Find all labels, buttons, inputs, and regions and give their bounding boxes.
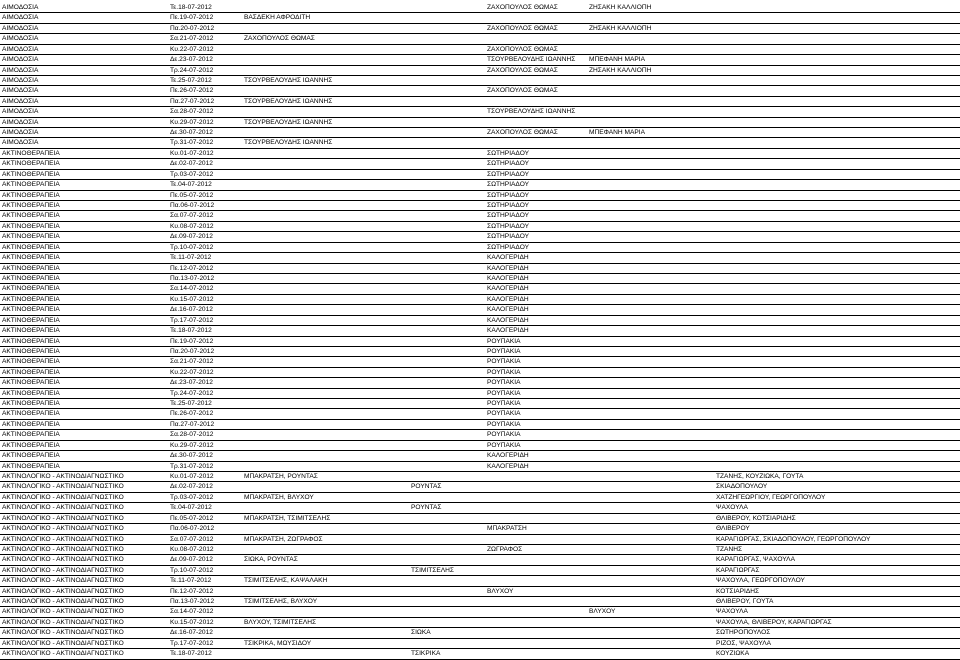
staff-cell-1: ΜΠΑΚΡΑΤΣΗ, ΖΩΓΡΑΦΟΣ [244,535,323,543]
department-cell: ΑΚΤΙΝΟΛΟΓΙΚΟ - ΑΚΤΙΝΟΔΙΑΓΝΩΣΤΙΚΟ [2,525,124,533]
table-row [0,264,960,274]
department-cell: ΑΙΜΟΔΟΣΙΑ [2,118,39,126]
staff-cell-3: ΖΑΧΟΠΟΥΛΟΣ ΘΩΜΑΣ [487,87,558,95]
staff-cell-4: ΒΛΥΧΟΥ [589,608,616,616]
date-cell: Τε.11-07-2012 [170,577,212,585]
staff-cell-1: ΣΙΩΚΑ, ΡΟΥΝΤΑΣ [244,556,298,564]
staff-cell-3: ΒΛΥΧΟΥ [487,587,514,595]
staff-cell-3: ΡΟΥΠΑΚΙΑ [487,368,521,376]
department-cell: ΑΙΜΟΔΟΣΙΑ [2,129,39,137]
staff-cell-3: ΣΩΤΗΡΙΑΔΟΥ [487,202,530,210]
staff-cell-3: ΡΟΥΠΑΚΙΑ [487,420,521,428]
staff-cell-1: ΒΑΣΔΕΚΗ ΑΦΡΟΔΙΤΗ [244,14,311,22]
table-row [0,128,960,138]
department-cell: ΑΚΤΙΝΟΛΟΓΙΚΟ - ΑΚΤΙΝΟΔΙΑΓΝΩΣΤΙΚΟ [2,504,124,512]
staff-cell-3: ΚΑΛΟΓΕΡΙΔΗ [487,274,529,282]
department-cell: ΑΚΤΙΝΟΘΕΡΑΠΕΙΑ [2,191,60,199]
table-row [0,97,960,107]
department-cell: ΑΚΤΙΝΟΘΕΡΑΠΕΙΑ [2,160,60,168]
staff-cell-3: ΣΩΤΗΡΙΑΔΟΥ [487,222,530,230]
staff-cell-1: ΤΣΟΥΡΒΕΛΟΥΔΗΣ ΙΩΑΝΝΗΣ [244,76,333,84]
table-row [0,409,960,419]
table-row [0,243,960,253]
department-cell: ΑΚΤΙΝΟΛΟΓΙΚΟ - ΑΚΤΙΝΟΔΙΑΓΝΩΣΤΙΚΟ [2,629,124,637]
table-row [0,170,960,180]
date-cell: Πα.06-07-2012 [170,525,215,533]
date-cell: Δε.02-07-2012 [170,160,213,168]
date-cell: Πε.05-07-2012 [170,514,214,522]
department-cell: ΑΚΤΙΝΟΘΕΡΑΠΕΙΑ [2,337,60,345]
staff-cell-3: ΖΑΧΟΠΟΥΛΟΣ ΘΩΜΑΣ [487,129,558,137]
staff-cell-1: ΒΛΥΧΟΥ, ΤΣΙΜΙΤΣΕΛΗΣ [244,618,317,626]
table-row [0,305,960,315]
department-cell: ΑΙΜΟΔΟΣΙΑ [2,56,39,64]
department-cell: ΑΙΜΟΔΟΣΙΑ [2,45,39,53]
department-cell: ΑΚΤΙΝΟΛΟΓΙΚΟ - ΑΚΤΙΝΟΔΙΑΓΝΩΣΤΙΚΟ [2,566,124,574]
staff-cell-3: ΣΩΤΗΡΙΑΔΟΥ [487,212,530,220]
department-cell: ΑΚΤΙΝΟΛΟΓΙΚΟ - ΑΚΤΙΝΟΔΙΑΓΝΩΣΤΙΚΟ [2,514,124,522]
date-cell: Κυ.08-07-2012 [170,222,214,230]
date-cell: Τε.25-07-2012 [170,76,212,84]
department-cell: ΑΙΜΟΔΟΣΙΑ [2,87,39,95]
table-row [0,86,960,96]
staff-cell-1: ΜΠΑΚΡΑΤΣΗ, ΒΛΥΧΟΥ [244,493,314,501]
date-cell: Πα.20-07-2012 [170,24,215,32]
date-cell: Πε.19-07-2012 [170,337,214,345]
table-row [0,503,960,513]
staff-cell-5: ΚΑΡΑΓΙΩΡΓΑΣ, ΣΚΙΑΔΟΠΟΥΛΟΥ, ΓΕΩΡΓΟΠΟΥΛΟΥ [716,535,871,543]
department-cell: ΑΚΤΙΝΟΘΕΡΑΠΕΙΑ [2,347,60,355]
table-row [0,378,960,388]
staff-cell-5: ΘΛΙΒΕΡΟΥ, ΚΟΤΣΙΑΡΙΔΗΣ [716,514,796,522]
staff-cell-1: ΤΣΟΥΡΒΕΛΟΥΔΗΣ ΙΩΑΝΝΗΣ [244,118,333,126]
table-row [0,462,960,472]
table-row [0,149,960,159]
date-cell: Πε.26-07-2012 [170,410,214,418]
staff-cell-3: ΚΑΛΟΓΕΡΙΔΗ [487,462,529,470]
department-cell: ΑΙΜΟΔΟΣΙΑ [2,76,39,84]
date-cell: Τρ.03-07-2012 [170,493,214,501]
table-row [0,451,960,461]
department-cell: ΑΚΤΙΝΟΛΟΓΙΚΟ - ΑΚΤΙΝΟΔΙΑΓΝΩΣΤΙΚΟ [2,577,124,585]
table-row [0,55,960,65]
department-cell: ΑΚΤΙΝΟΘΕΡΑΠΕΙΑ [2,254,60,262]
staff-cell-1: ΤΣΙΚΡΙΚΑ, ΜΩΥΣΙΔΟΥ [244,639,312,647]
table-row [0,368,960,378]
date-cell: Τρ.03-07-2012 [170,170,214,178]
staff-cell-2: ΡΟΥΝΤΑΣ [411,483,442,491]
department-cell: ΑΚΤΙΝΟΘΕΡΑΠΕΙΑ [2,452,60,460]
department-cell: ΑΚΤΙΝΟΛΟΓΙΚΟ - ΑΚΤΙΝΟΔΙΑΓΝΩΣΤΙΚΟ [2,483,124,491]
date-cell: Δε.30-07-2012 [170,452,213,460]
date-cell: Σα.28-07-2012 [170,431,214,439]
staff-cell-1: ΜΠΑΚΡΑΤΣΗ, ΤΣΙΜΙΤΣΕΛΗΣ [244,514,331,522]
table-row [0,597,960,607]
date-cell: Δε.23-07-2012 [170,56,213,64]
date-cell: Τε.04-07-2012 [170,504,212,512]
department-cell: ΑΚΤΙΝΟΘΕΡΑΠΕΙΑ [2,462,60,470]
staff-cell-5: ΡΙΖΟΣ, ΨΑΧΟΥΛΑ [716,639,772,647]
table-row [0,535,960,545]
staff-cell-3: ΣΩΤΗΡΙΑΔΟΥ [487,191,530,199]
date-cell: Πα.27-07-2012 [170,97,215,105]
date-cell: Σα.28-07-2012 [170,108,214,116]
department-cell: ΑΚΤΙΝΟΘΕΡΑΠΕΙΑ [2,327,60,335]
staff-cell-3: ΣΩΤΗΡΙΑΔΟΥ [487,160,530,168]
department-cell: ΑΚΤΙΝΟΘΕΡΑΠΕΙΑ [2,410,60,418]
department-cell: ΑΚΤΙΝΟΛΟΓΙΚΟ - ΑΚΤΙΝΟΔΙΑΓΝΩΣΤΙΚΟ [2,608,124,616]
staff-cell-3: ΡΟΥΠΑΚΙΑ [487,431,521,439]
staff-cell-5: ΚΟΤΣΙΑΡΙΔΗΣ [716,587,760,595]
date-cell: Πα.13-07-2012 [170,274,215,282]
date-cell: Τε.11-07-2012 [170,254,212,262]
staff-cell-1: ΤΣΙΜΙΤΣΕΛΗΣ, ΒΛΥΧΟΥ [244,598,318,606]
department-cell: ΑΚΤΙΝΟΘΕΡΑΠΕΙΑ [2,285,60,293]
staff-cell-3: ΡΟΥΠΑΚΙΑ [487,410,521,418]
staff-cell-3: ΤΣΟΥΡΒΕΛΟΥΔΗΣ ΙΩΑΝΝΗΣ [487,108,576,116]
table-row [0,201,960,211]
date-cell: Δε.02-07-2012 [170,483,213,491]
table-row [0,347,960,357]
table-row [0,514,960,524]
staff-cell-3: ΣΩΤΗΡΙΑΔΟΥ [487,181,530,189]
table-row [0,618,960,628]
staff-cell-3: ΚΑΛΟΓΕΡΙΔΗ [487,254,529,262]
table-row [0,34,960,44]
table-row [0,472,960,482]
date-cell: Σα.14-07-2012 [170,285,214,293]
date-cell: Κυ.22-07-2012 [170,368,214,376]
table-row [0,587,960,597]
staff-cell-5: ΚΑΡΑΓΙΩΡΓΑΣ [716,566,760,574]
department-cell: ΑΙΜΟΔΟΣΙΑ [2,14,39,22]
staff-cell-3: ΡΟΥΠΑΚΙΑ [487,441,521,449]
date-cell: Πα.20-07-2012 [170,347,215,355]
table-row [0,337,960,347]
table-row [0,13,960,23]
staff-cell-3: ΡΟΥΠΑΚΙΑ [487,400,521,408]
department-cell: ΑΚΤΙΝΟΘΕΡΑΠΕΙΑ [2,181,60,189]
table-row [0,295,960,305]
date-cell: Πε.19-07-2012 [170,14,214,22]
date-cell: Τε.18-07-2012 [170,327,212,335]
staff-cell-3: ΚΑΛΟΓΕΡΙΔΗ [487,452,529,460]
staff-cell-4: ΜΠΕΦΑΝΗ ΜΑΡΙΑ [589,129,645,137]
department-cell: ΑΚΤΙΝΟΛΟΓΙΚΟ - ΑΚΤΙΝΟΔΙΑΓΝΩΣΤΙΚΟ [2,639,124,647]
date-cell: Πα.06-07-2012 [170,202,215,210]
date-cell: Τρ.31-07-2012 [170,462,214,470]
table-row [0,545,960,555]
department-cell: ΑΙΜΟΔΟΣΙΑ [2,139,39,147]
staff-cell-5: ΤΖΑΝΗΣ, ΚΟΥΖΙΩΚΑ, ΓΟΥΤΑ [716,472,804,480]
table-row [0,253,960,263]
department-cell: ΑΚΤΙΝΟΘΕΡΑΠΕΙΑ [2,202,60,210]
staff-cell-2: ΤΣΙΜΙΤΣΕΛΗΣ [411,566,455,574]
department-cell: ΑΚΤΙΝΟΘΕΡΑΠΕΙΑ [2,316,60,324]
staff-cell-5: ΘΛΙΒΕΡΟΥ, ΓΟΥΤΑ [716,598,774,606]
table-row [0,639,960,649]
department-cell: ΑΚΤΙΝΟΛΟΓΙΚΟ - ΑΚΤΙΝΟΔΙΑΓΝΩΣΤΙΚΟ [2,472,124,480]
table-row [0,389,960,399]
staff-cell-2: ΤΣΙΚΡΙΚΑ [411,650,441,658]
date-cell: Δε.09-07-2012 [170,556,213,564]
table-row [0,493,960,503]
date-cell: Πε.05-07-2012 [170,191,214,199]
department-cell: ΑΙΜΟΔΟΣΙΑ [2,4,39,11]
table-row [0,107,960,117]
table-row [0,628,960,638]
table-row [0,159,960,169]
department-cell: ΑΚΤΙΝΟΘΕΡΑΠΕΙΑ [2,274,60,282]
date-cell: Τρ.17-07-2012 [170,316,214,324]
staff-cell-2: ΡΟΥΝΤΑΣ [411,504,442,512]
table-row [0,222,960,232]
date-cell: Τρ.24-07-2012 [170,389,214,397]
staff-cell-2: ΣΙΩΚΑ [411,629,431,637]
table-row [0,357,960,367]
date-cell: Πα.27-07-2012 [170,420,215,428]
staff-cell-5: ΚΑΡΑΓΙΩΡΓΑΣ, ΨΑΧΟΥΛΑ [716,556,795,564]
table-row [0,138,960,148]
table-row [0,441,960,451]
staff-cell-3: ΣΩΤΗΡΙΑΔΟΥ [487,149,530,157]
staff-cell-5: ΘΛΙΒΕΡΟΥ [716,525,750,533]
staff-cell-3: ΚΑΛΟΓΕΡΙΔΗ [487,306,529,314]
date-cell: Τρ.31-07-2012 [170,139,214,147]
department-cell: ΑΚΤΙΝΟΛΟΓΙΚΟ - ΑΚΤΙΝΟΔΙΑΓΝΩΣΤΙΚΟ [2,535,124,543]
date-cell: Σα.07-07-2012 [170,212,214,220]
staff-cell-3: ΖΑΧΟΠΟΥΛΟΣ ΘΩΜΑΣ [487,45,558,53]
staff-cell-4: ΖΗΣΑΚΗ ΚΑΛΛΙΟΠΗ [589,4,652,11]
table-row [0,420,960,430]
staff-cell-3: ΖΑΧΟΠΟΥΛΟΣ ΘΩΜΑΣ [487,4,558,11]
table-row [0,649,960,659]
staff-cell-4: ΖΗΣΑΚΗ ΚΑΛΛΙΟΠΗ [589,24,652,32]
table-row [0,274,960,284]
department-cell: ΑΚΤΙΝΟΘΕΡΑΠΕΙΑ [2,441,60,449]
staff-cell-3: ΣΩΤΗΡΙΑΔΟΥ [487,170,530,178]
staff-cell-3: ΡΟΥΠΑΚΙΑ [487,347,521,355]
staff-cell-3: ΖΩΓΡΑΦΟΣ [487,545,523,553]
staff-cell-3: ΡΟΥΠΑΚΙΑ [487,379,521,387]
department-cell: ΑΚΤΙΝΟΘΕΡΑΠΕΙΑ [2,368,60,376]
staff-cell-3: ΚΑΛΟΓΕΡΙΔΗ [487,264,529,272]
department-cell: ΑΚΤΙΝΟΘΕΡΑΠΕΙΑ [2,379,60,387]
staff-cell-3: ΚΑΛΟΓΕΡΙΔΗ [487,285,529,293]
department-cell: ΑΚΤΙΝΟΛΟΓΙΚΟ - ΑΚΤΙΝΟΔΙΑΓΝΩΣΤΙΚΟ [2,556,124,564]
date-cell: Τε.18-07-2012 [170,4,212,11]
date-cell: Δε.23-07-2012 [170,379,213,387]
table-row [0,399,960,409]
staff-cell-3: ΡΟΥΠΑΚΙΑ [487,358,521,366]
table-row [0,607,960,617]
department-cell: ΑΚΤΙΝΟΛΟΓΙΚΟ - ΑΚΤΙΝΟΔΙΑΓΝΩΣΤΙΚΟ [2,545,124,553]
department-cell: ΑΙΜΟΔΟΣΙΑ [2,97,39,105]
date-cell: Τε.04-07-2012 [170,181,212,189]
department-cell: ΑΙΜΟΔΟΣΙΑ [2,35,39,43]
staff-cell-3: ΡΟΥΠΑΚΙΑ [487,337,521,345]
department-cell: ΑΚΤΙΝΟΛΟΓΙΚΟ - ΑΚΤΙΝΟΔΙΑΓΝΩΣΤΙΚΟ [2,618,124,626]
department-cell: ΑΚΤΙΝΟΘΕΡΑΠΕΙΑ [2,295,60,303]
staff-cell-5: ΨΑΧΟΥΛΑ [716,608,748,616]
date-cell: Δε.09-07-2012 [170,233,213,241]
date-cell: Κυ.08-07-2012 [170,545,214,553]
date-cell: Σα.14-07-2012 [170,608,214,616]
table-row [0,211,960,221]
department-cell: ΑΚΤΙΝΟΘΕΡΑΠΕΙΑ [2,431,60,439]
staff-cell-3: ΖΑΧΟΠΟΥΛΟΣ ΘΩΜΑΣ [487,24,558,32]
table-row [0,524,960,534]
table-row [0,566,960,576]
department-cell: ΑΚΤΙΝΟΛΟΓΙΚΟ - ΑΚΤΙΝΟΔΙΑΓΝΩΣΤΙΚΟ [2,587,124,595]
staff-cell-1: ΤΣΙΜΙΤΣΕΛΗΣ, ΚΑΨΑΛΑΚΗ [244,577,328,585]
staff-cell-3: ΤΣΟΥΡΒΕΛΟΥΔΗΣ ΙΩΑΝΝΗΣ [487,56,576,64]
staff-cell-1: ΜΠΑΚΡΑΤΣΗ, ΡΟΥΝΤΑΣ [244,472,318,480]
table-row [0,576,960,586]
table-row [0,191,960,201]
staff-cell-5: ΨΑΧΟΥΛΑ, ΓΕΩΡΓΟΠΟΥΛΟΥ [716,577,805,585]
department-cell: ΑΚΤΙΝΟΘΕΡΑΠΕΙΑ [2,149,60,157]
department-cell: ΑΚΤΙΝΟΘΕΡΑΠΕΙΑ [2,264,60,272]
staff-cell-5: ΣΚΙΑΔΟΠΟΥΛΟΥ [716,483,768,491]
staff-cell-1: ΤΣΟΥΡΒΕΛΟΥΔΗΣ ΙΩΑΝΝΗΣ [244,97,333,105]
date-cell: Τε.25-07-2012 [170,400,212,408]
date-cell: Κυ.29-07-2012 [170,118,214,126]
table-row [0,555,960,565]
date-cell: Δε.16-07-2012 [170,629,213,637]
staff-cell-3: ΚΑΛΟΓΕΡΙΔΗ [487,327,529,335]
staff-cell-5: ΣΩΤΗΡΟΠΟΥΛΟΣ [716,629,771,637]
table-row [0,284,960,294]
department-cell: ΑΚΤΙΝΟΘΕΡΑΠΕΙΑ [2,212,60,220]
date-cell: Κυ.01-07-2012 [170,472,214,480]
department-cell: ΑΚΤΙΝΟΘΕΡΑΠΕΙΑ [2,389,60,397]
date-cell: Πα.13-07-2012 [170,598,215,606]
department-cell: ΑΚΤΙΝΟΘΕΡΑΠΕΙΑ [2,243,60,251]
staff-cell-5: ΨΑΧΟΥΛΑ, ΘΛΙΒΕΡΟΥ, ΚΑΡΑΓΙΩΡΓΑΣ [716,618,832,626]
date-cell: Κυ.22-07-2012 [170,45,214,53]
table-row [0,316,960,326]
duty-roster-table [0,3,960,660]
staff-cell-5: ΚΟΥΖΙΩΚΑ [716,650,750,658]
staff-cell-3: ΖΑΧΟΠΟΥΛΟΣ ΘΩΜΑΣ [487,66,558,74]
department-cell: ΑΚΤΙΝΟΛΟΓΙΚΟ - ΑΚΤΙΝΟΔΙΑΓΝΩΣΤΙΚΟ [2,598,124,606]
department-cell: ΑΙΜΟΔΟΣΙΑ [2,24,39,32]
date-cell: Σα.07-07-2012 [170,535,214,543]
table-row [0,118,960,128]
table-row [0,45,960,55]
date-cell: Κυ.15-07-2012 [170,295,214,303]
staff-cell-3: ΡΟΥΠΑΚΙΑ [487,389,521,397]
table-row [0,482,960,492]
date-cell: Πε.12-07-2012 [170,264,214,272]
department-cell: ΑΚΤΙΝΟΘΕΡΑΠΕΙΑ [2,233,60,241]
staff-cell-5: ΨΑΧΟΥΛΑ [716,504,748,512]
department-cell: ΑΙΜΟΔΟΣΙΑ [2,108,39,116]
department-cell: ΑΚΤΙΝΟΛΟΓΙΚΟ - ΑΚΤΙΝΟΔΙΑΓΝΩΣΤΙΚΟ [2,493,124,501]
table-row [0,232,960,242]
staff-cell-3: ΣΩΤΗΡΙΑΔΟΥ [487,233,530,241]
department-cell: ΑΚΤΙΝΟΘΕΡΑΠΕΙΑ [2,170,60,178]
staff-cell-3: ΜΠΑΚΡΑΤΣΗ [487,525,527,533]
date-cell: Τρ.17-07-2012 [170,639,214,647]
date-cell: Τε.18-07-2012 [170,650,212,658]
table-row [0,326,960,336]
table-row [0,430,960,440]
department-cell: ΑΙΜΟΔΟΣΙΑ [2,66,39,74]
department-cell: ΑΚΤΙΝΟΘΕΡΑΠΕΙΑ [2,420,60,428]
staff-cell-4: ΖΗΣΑΚΗ ΚΑΛΛΙΟΠΗ [589,66,652,74]
staff-cell-3: ΚΑΛΟΓΕΡΙΔΗ [487,295,529,303]
table-row [0,66,960,76]
department-cell: ΑΚΤΙΝΟΘΕΡΑΠΕΙΑ [2,358,60,366]
table-row [0,76,960,86]
date-cell: Πε.12-07-2012 [170,587,214,595]
department-cell: ΑΚΤΙΝΟΘΕΡΑΠΕΙΑ [2,222,60,230]
date-cell: Τρ.24-07-2012 [170,66,214,74]
date-cell: Δε.16-07-2012 [170,306,213,314]
date-cell: Πε.26-07-2012 [170,87,214,95]
staff-cell-1: ΤΣΟΥΡΒΕΛΟΥΔΗΣ ΙΩΑΝΝΗΣ [244,139,333,147]
department-cell: ΑΚΤΙΝΟΘΕΡΑΠΕΙΑ [2,306,60,314]
date-cell: Δε.30-07-2012 [170,129,213,137]
staff-cell-5: ΤΖΑΝΗΣ [716,545,743,553]
staff-cell-1: ΖΑΧΟΠΟΥΛΟΣ ΘΩΜΑΣ [244,35,315,43]
department-cell: ΑΚΤΙΝΟΛΟΓΙΚΟ - ΑΚΤΙΝΟΔΙΑΓΝΩΣΤΙΚΟ [2,650,124,658]
date-cell: Κυ.29-07-2012 [170,441,214,449]
table-row [0,3,960,13]
date-cell: Τρ.10-07-2012 [170,243,214,251]
table-row [0,180,960,190]
date-cell: Κυ.01-07-2012 [170,149,214,157]
date-cell: Κυ.15-07-2012 [170,618,214,626]
staff-cell-5: ΧΑΤΖΗΓΕΩΡΓΙΟΥ, ΓΕΩΡΓΟΠΟΥΛΟΥ [716,493,826,501]
staff-cell-3: ΣΩΤΗΡΙΑΔΟΥ [487,243,530,251]
date-cell: Τρ.10-07-2012 [170,566,214,574]
date-cell: Σα.21-07-2012 [170,358,214,366]
date-cell: Σα.21-07-2012 [170,35,214,43]
staff-cell-4: ΜΠΕΦΑΝΗ ΜΑΡΙΑ [589,56,645,64]
table-row [0,24,960,34]
staff-cell-3: ΚΑΛΟΓΕΡΙΔΗ [487,316,529,324]
department-cell: ΑΚΤΙΝΟΘΕΡΑΠΕΙΑ [2,400,60,408]
